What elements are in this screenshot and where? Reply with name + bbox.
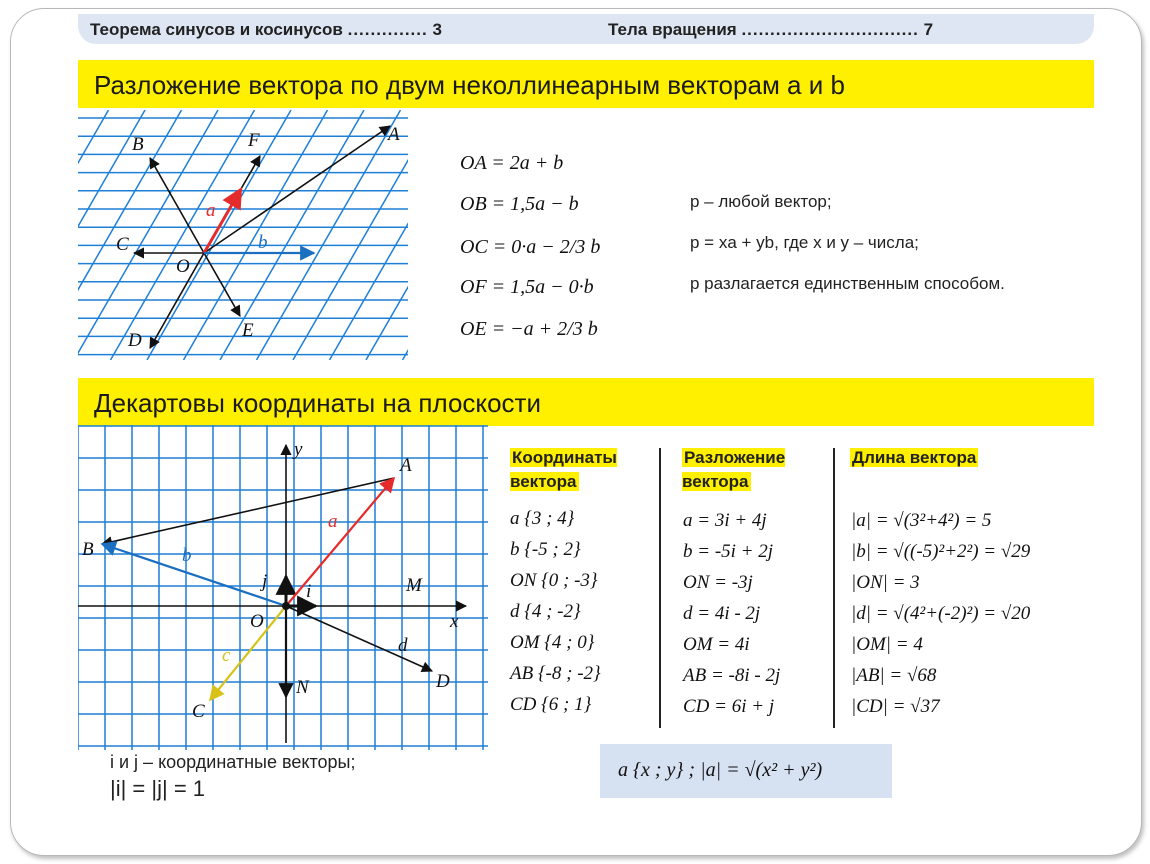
list-item: ON {0 ; -3} <box>510 570 598 591</box>
formula-OB: OB = 1,5a − b <box>460 193 579 215</box>
formula-OF: OF = 1,5a − 0·b <box>460 276 594 298</box>
list-item: d {4 ; -2} <box>510 601 581 622</box>
list-item: |b| = √((-5)²+2²) = √29 <box>851 541 1031 562</box>
toc-item-2[interactable] <box>608 20 933 40</box>
toc-item-1-title: Теорема синусов и косинусов <box>90 20 343 39</box>
list-item: a {3 ; 4} <box>510 508 575 529</box>
label-E: E <box>242 320 254 341</box>
coords-list <box>510 508 601 725</box>
list-item: AB {-8 ; -2} <box>510 663 601 684</box>
column-divider-2 <box>833 448 835 728</box>
formula-OC: OC = 0·a − 2/3 b <box>460 236 601 258</box>
vector-AB <box>102 478 394 544</box>
list-item: a = 3i + 4j <box>683 510 767 531</box>
list-item: |a| = √(3²+4²) = 5 <box>851 510 992 531</box>
formula-OA: OA = 2a + b <box>460 152 564 174</box>
list-item: CD {6 ; 1} <box>510 694 592 715</box>
grid-line <box>257 110 401 360</box>
col-expansion-title: Разложение вектора <box>682 448 786 491</box>
column-divider-1 <box>659 448 661 728</box>
label-N: N <box>296 677 309 698</box>
list-item: ON = -3j <box>683 572 753 593</box>
label-A: A <box>388 124 400 145</box>
list-item: |OM| = 4 <box>851 634 923 655</box>
square-grid <box>78 425 488 750</box>
toc-item-1-dots: .............. <box>347 20 428 39</box>
note-any-vector: p – любой вектор; <box>690 192 832 211</box>
list-item: CD = 6i + j <box>683 696 775 717</box>
list-item: AB = -8i - 2j <box>683 665 781 686</box>
label-M: M <box>406 575 422 596</box>
note-linear-combination: p = xa + yb, где x и y – числа; <box>690 233 919 252</box>
label-y: y <box>294 439 303 460</box>
label-b2: b <box>182 545 192 566</box>
list-item: |AB| = √68 <box>851 665 937 686</box>
grid-line <box>78 110 182 360</box>
list-item: |d| = √(4²+(-2)²) = √20 <box>851 603 1031 624</box>
toc-item-2-dots: ............................... <box>741 20 919 39</box>
formula-OE: OE = −a + 2/3 b <box>460 318 598 340</box>
list-item: |ON| = 3 <box>851 572 920 593</box>
label-B: B <box>132 134 144 155</box>
label-O2: O <box>250 611 264 632</box>
toc-item-2-page: 7 <box>923 20 934 39</box>
label-i: i <box>306 581 312 602</box>
grid-line <box>78 110 109 360</box>
basis-note: i и j – координатные векторы; <box>110 752 356 772</box>
list-item: OM {4 ; 0} <box>510 632 595 653</box>
origin-point <box>282 602 290 610</box>
col-coords-header <box>510 446 645 494</box>
label-F: F <box>248 130 260 151</box>
length-formula: a {x ; y} ; |a| = √(x² + y²) <box>618 759 823 781</box>
vector-OE <box>204 253 240 316</box>
vector-OA <box>204 126 390 253</box>
label-d: d <box>398 635 408 656</box>
table-of-contents <box>78 14 1094 44</box>
grid-line <box>78 110 218 360</box>
toc-item-2-title: Тела вращения <box>608 20 737 39</box>
length-formula-box <box>600 744 892 798</box>
label-c: c <box>222 645 231 666</box>
vector-a <box>204 189 241 253</box>
list-item: b = -5i + 2j <box>683 541 774 562</box>
label-a2: a <box>328 511 338 532</box>
col-length-title: Длина вектора <box>852 448 977 467</box>
label-C: C <box>116 234 129 255</box>
grid-line <box>330 110 409 360</box>
vector-a-red <box>286 478 394 606</box>
label-C2: C <box>192 701 205 722</box>
toc-item-1-page: 3 <box>432 20 442 39</box>
label-B2: B <box>82 539 94 560</box>
label-b: b <box>258 232 268 253</box>
grid-line <box>147 110 291 360</box>
length-list <box>851 510 1030 727</box>
label-A2: A <box>400 455 412 476</box>
vector-decomposition-diagram <box>78 110 408 360</box>
coordinate-plane <box>78 425 488 750</box>
label-D2: D <box>436 671 450 692</box>
list-item: b {-5 ; 2} <box>510 539 581 560</box>
expansion-list <box>683 510 780 727</box>
col-length-header <box>850 446 1010 470</box>
section2-title: Декартовы координаты на плоскости <box>94 388 541 418</box>
label-x: x <box>450 611 459 632</box>
vector-OD <box>286 606 432 671</box>
toc-item-1[interactable] <box>90 20 442 40</box>
col-expansion-header <box>682 446 814 494</box>
label-D: D <box>128 330 142 351</box>
section2-header <box>78 378 1094 426</box>
basis-length: |i| = |j| = 1 <box>110 776 206 801</box>
section1-header <box>78 60 1094 108</box>
label-O: O <box>176 256 190 277</box>
col-coords-title: Координаты вектора <box>510 448 617 491</box>
note-unique: p разлагается единственным способом. <box>690 274 1005 293</box>
label-a: a <box>206 200 216 221</box>
grid-line <box>403 110 409 360</box>
list-item: d = 4i - 2j <box>683 603 761 624</box>
list-item: OM = 4i <box>683 634 750 655</box>
list-item: |CD| = √37 <box>851 696 940 717</box>
label-j: j <box>262 571 268 592</box>
section1-title: Разложение вектора по двум неколлинеарным векторам a и b <box>94 70 845 100</box>
